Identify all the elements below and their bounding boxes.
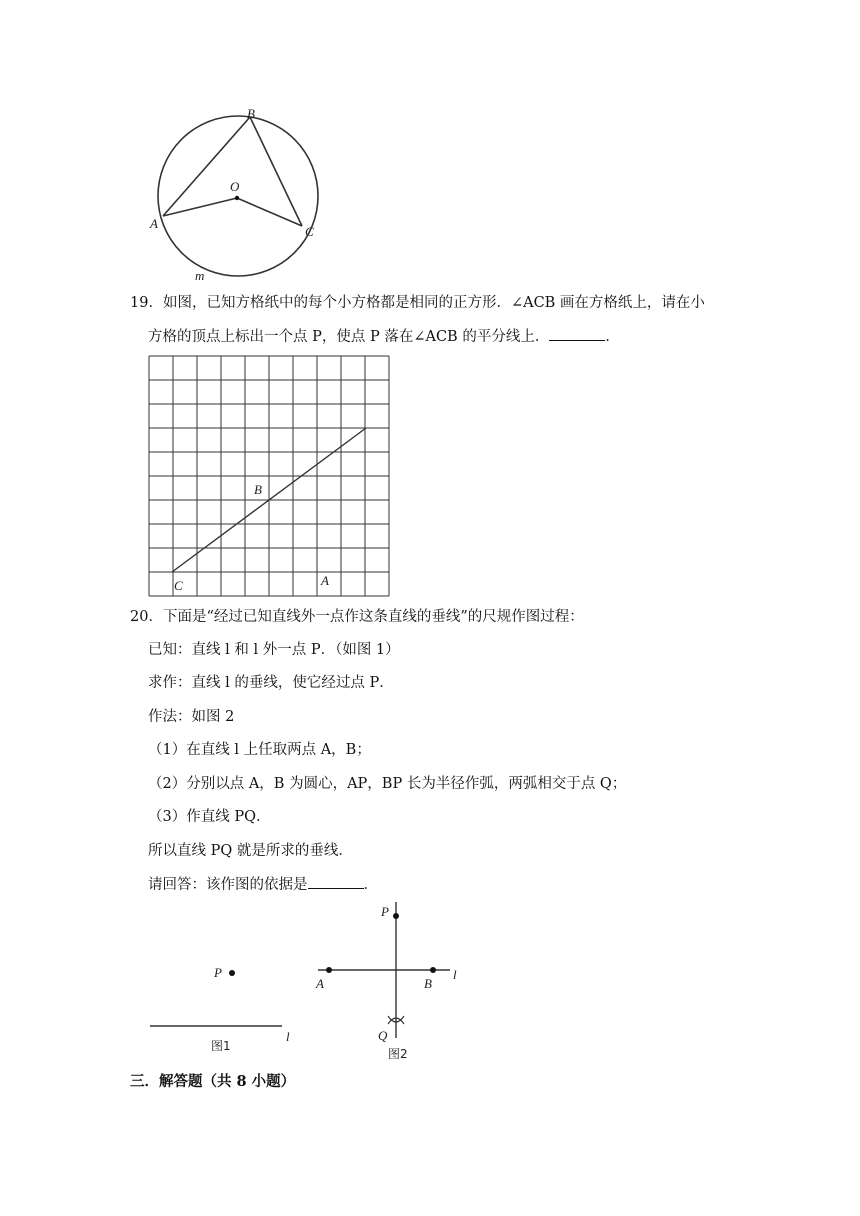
grid-label-A: A (321, 573, 329, 588)
grid-label-C: C (174, 578, 183, 593)
label-B: B (247, 106, 255, 121)
q19-text-1: 如图，已知方格纸中的每个小方格都是相同的正方形．∠ACB 画在方格纸上，请在小 (162, 295, 705, 311)
fig2-label-A: A (316, 976, 324, 991)
fig1-label-P: P (214, 965, 222, 980)
q20-figures (148, 900, 460, 1064)
q20-answer-blank[interactable] (308, 874, 364, 889)
label-m: m (195, 268, 205, 283)
q19-number: 19． (130, 295, 163, 311)
grid-label-B: B (254, 482, 262, 497)
grid-figure (148, 354, 390, 598)
q20-find: 求作：直线 l 的垂线，使它经过点 P． (148, 675, 394, 691)
section3-heading: 三．解答题（共 8 小题） (130, 1073, 296, 1090)
label-O: O (230, 179, 240, 194)
q20-given: 已知：直线 l 和 l 外一点 P．（如图 1） (148, 642, 400, 658)
q20-conclusion: 所以直线 PQ 就是所求的垂线． (148, 843, 353, 859)
q19-line1 (130, 293, 705, 313)
fig2-label-P: P (381, 904, 389, 919)
label-C: C (305, 224, 314, 239)
fig2-label-B: B (424, 976, 432, 991)
q20-answer-prompt: 请回答：该作图的依据是 (148, 877, 308, 893)
q19-answer-blank[interactable] (549, 326, 605, 341)
fig2-label-Q: Q (378, 1028, 388, 1043)
q20-intro: 下面是“经过已知直线外一点作这条直线的垂线”的尺规作图过程： (162, 609, 584, 625)
q19-text-2: 方格的顶点上标出一个点 P，使点 P 落在∠ACB 的平分线上． (148, 329, 550, 345)
fig1-label-l: l (286, 1029, 290, 1044)
q20-number: 20． (130, 609, 163, 625)
q20-answer-line: 请回答：该作图的依据是 ． (148, 874, 378, 895)
circle-figure (145, 100, 325, 285)
q20-intro-line (130, 607, 584, 627)
q20-method: 作法：如图 2 (148, 709, 235, 725)
fig2-label-l: l (453, 967, 457, 982)
label-A: A (150, 216, 158, 231)
q19-line2: 方格的顶点上标出一个点 P，使点 P 落在∠ACB 的平分线上． ． (148, 326, 620, 347)
q20-step3: （3）作直线 PQ． (148, 809, 271, 825)
q20-step2: （2）分别以点 A，B 为圆心，AP，BP 长为半径作弧，两弧相交于点 Q； (148, 776, 627, 792)
fig2-caption: 图2 (388, 1047, 408, 1061)
fig1-caption: 图1 (211, 1039, 231, 1053)
q20-step1: （1）在直线 l 上任取两点 A，B； (148, 742, 371, 758)
